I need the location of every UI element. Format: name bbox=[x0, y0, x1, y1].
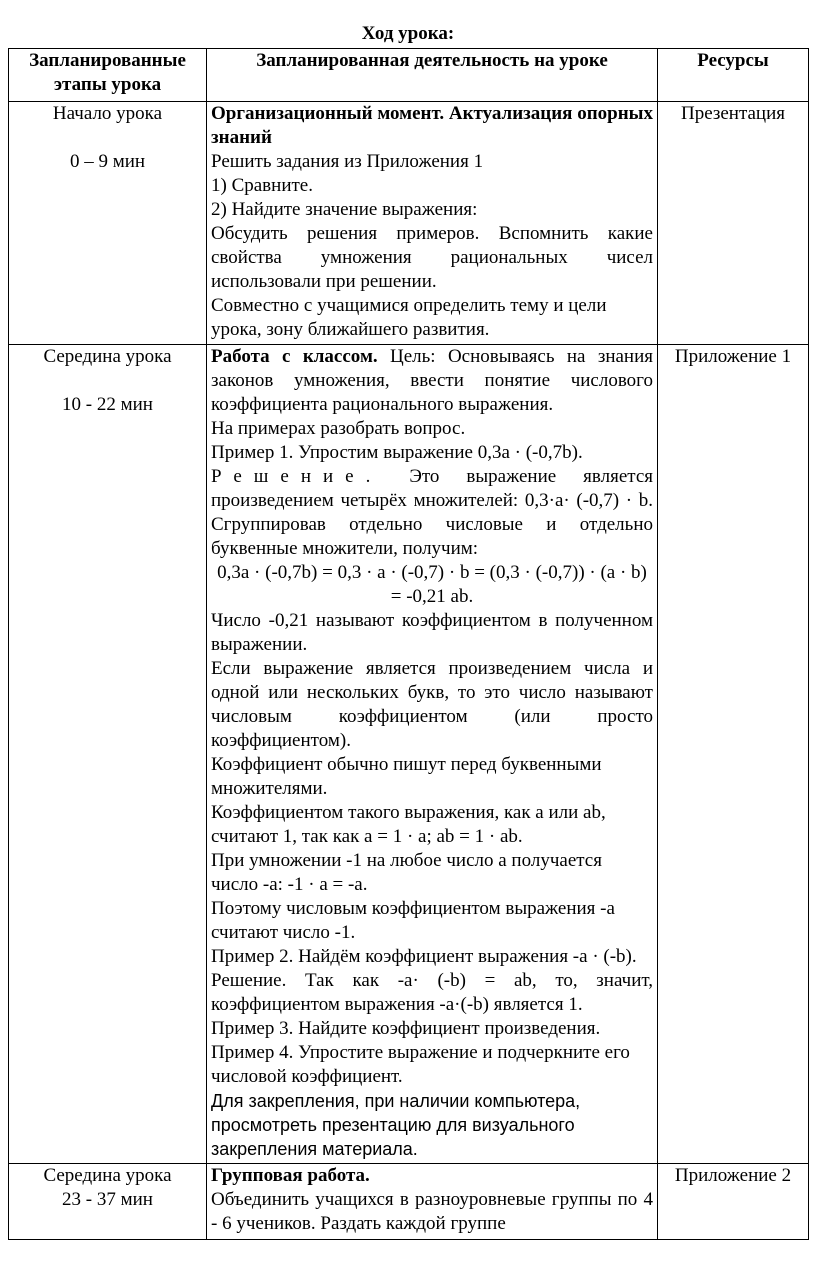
activity-cell bbox=[207, 102, 658, 345]
activity-goal: Цель: Основываясь на знания законов умножения, ввести понятие числового коэффициента рационального выражения. bbox=[211, 346, 654, 415]
activity-text: Пример 4. Упростите выражение и подчеркните его числовой коэффициент. bbox=[211, 1042, 630, 1087]
activity-text: Объединить учащихся в разноуровневые группы по 4 - 6 учеников. Раздать каждой группе bbox=[211, 1189, 653, 1234]
solution-text: Это выражение является произведением четырёх множителей: 0,3·a· (-0,7) · b. Сгруппировав отдельно числовые и отдельно буквенные множители, получим: bbox=[211, 466, 653, 559]
resource-cell: Приложение 1 bbox=[658, 345, 809, 1164]
formula: 0,3a · (-0,7b) = 0,3 · a · (-0,7) · b = (0,3 · (-0,7)) · (a · b) = -0,21 ab. bbox=[217, 562, 647, 607]
stage-name: Середина урока bbox=[43, 1165, 172, 1186]
activity-text: Пример 2. Найдём коэффициент выражения -a · (-b). bbox=[211, 946, 637, 967]
stage-cell bbox=[9, 102, 207, 345]
activity-text: Пример 1. Упростим выражение 0,3a · (-0,7b). bbox=[211, 442, 583, 463]
stage-name: Середина урока bbox=[43, 346, 172, 367]
stage-time: 10 - 22 мин bbox=[62, 394, 153, 415]
activity-text: Обсудить решения примеров. Вспомнить какие свойства умножения рациональных чисел использовали при решении. bbox=[211, 223, 653, 292]
resource-cell: Приложение 2 bbox=[658, 1164, 809, 1240]
activity-text: 1) Сравните. bbox=[211, 175, 313, 196]
activity-cell bbox=[207, 345, 658, 1164]
activity-text: Совместно с учащимися определить тему и цели урока, зону ближайшего развития. bbox=[211, 295, 607, 340]
activity-text: Поэтому числовым коэффициентом выражения -a считают число -1. bbox=[211, 898, 615, 943]
activity-text: На примерах разобрать вопрос. bbox=[211, 418, 466, 439]
activity-text: Для закрепления, при наличии компьютера, просмотреть презентацию для визуального закрепления материала. bbox=[211, 1091, 581, 1159]
activity-cell bbox=[207, 1164, 658, 1240]
activity-intro bbox=[211, 345, 653, 417]
header-stages: Запланированные этапы урока bbox=[9, 49, 207, 102]
stage-time: 0 – 9 мин bbox=[69, 151, 146, 172]
table-header-row bbox=[9, 49, 809, 102]
stage-cell bbox=[9, 1164, 207, 1240]
activity-text: Решить задания из Приложения 1 bbox=[211, 151, 484, 172]
activity-text: Коэффициентом такого выражения, как a или ab, считают 1, так как a = 1 · a; ab = 1 · ab. bbox=[211, 802, 606, 847]
solution-word: Решение. bbox=[211, 466, 383, 487]
activity-heading: Работа с классом. bbox=[211, 346, 378, 367]
resource-cell: Презентация bbox=[658, 102, 809, 345]
lesson-plan-table bbox=[8, 48, 809, 1240]
header-activity: Запланированная деятельность на уроке bbox=[207, 49, 658, 102]
stage-cell bbox=[9, 345, 207, 1164]
activity-heading: Организационный момент. Актуализация опорных знаний bbox=[211, 103, 654, 148]
activity-text: Решение. Так как -a· (-b) = ab, то, значит, коэффициентом выражения -a·(-b) является 1. bbox=[211, 970, 653, 1015]
header-resources: Ресурсы bbox=[658, 49, 809, 102]
stage-name: Начало урока bbox=[52, 103, 163, 124]
activity-text: Пример 3. Найдите коэффициент произведения. bbox=[211, 1018, 601, 1039]
stage-time: 23 - 37 мин bbox=[62, 1189, 153, 1210]
page-title: Ход урока: bbox=[361, 23, 455, 44]
activity-text: При умножении -1 на любое число a получается число -a: -1 · a = -a. bbox=[211, 850, 602, 895]
table-row bbox=[9, 1164, 809, 1240]
activity-text: Если выражение является произведением числа и одной или нескольких букв, то это число называют числовым коэффициентом (или просто коэффициентом). bbox=[211, 658, 653, 751]
table-row bbox=[9, 345, 809, 1164]
activity-text: Коэффициент обычно пишут перед буквенными множителями. bbox=[211, 754, 602, 799]
activity-text: 2) Найдите значение выражения: bbox=[211, 199, 478, 220]
activity-text: Число -0,21 называют коэффициентом в полученном выражении. bbox=[211, 610, 653, 655]
activity-text bbox=[211, 465, 653, 561]
activity-heading: Групповая работа. bbox=[211, 1165, 370, 1186]
table-row bbox=[9, 102, 809, 345]
